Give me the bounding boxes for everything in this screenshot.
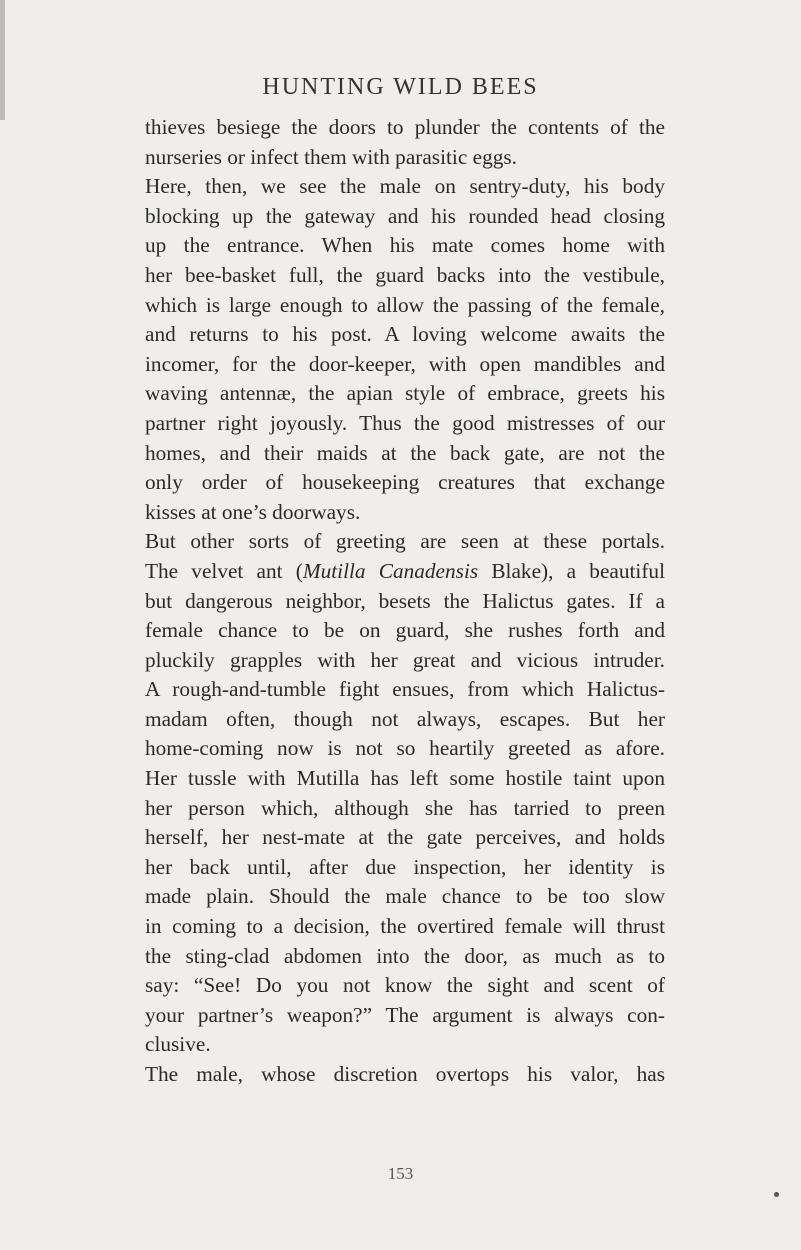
text-line: nurseries or infect them with parasitic eggs. <box>145 144 517 169</box>
page-number: 153 <box>387 1164 414 1183</box>
ink-speck <box>774 1192 779 1197</box>
text-line: say: “See! Do you not know the sight and scent of <box>145 973 665 998</box>
body-text <box>145 113 665 1090</box>
text-line: home-coming now is not so heartily greeted as afore. <box>145 736 665 761</box>
running-head: HUNTING WILD BEES <box>262 74 539 100</box>
text-line: waving antennæ, the apian style of embrace, greets his <box>145 381 665 406</box>
text-line: clusive. <box>145 1032 211 1057</box>
text-line: female chance to be on guard, she rushes forth and <box>145 618 665 643</box>
text-line: madam often, though not always, escapes. But her <box>145 706 665 731</box>
text-line: her bee-basket full, the guard backs into the vestibule, <box>145 262 665 287</box>
page-edge-shadow <box>0 0 5 120</box>
text-line: But other sorts of greeting are seen at these portals. <box>145 529 665 554</box>
text-line: homes, and their maids at the back gate, are not the <box>145 440 665 465</box>
text-line: up the entrance. When his mate comes home with <box>145 233 665 258</box>
text-line: your partner’s weapon?” The argument is always con- <box>145 1002 665 1027</box>
text-line: and returns to his post. A loving welcome awaits the <box>145 322 665 347</box>
text-line: Her tussle with Mutilla has left some hostile taint upon <box>145 766 665 791</box>
species-name: Mutilla Canadensis <box>302 558 479 583</box>
text-line: pluckily grapples with her great and vicious intruder. <box>145 647 665 672</box>
text-line: kisses at one’s doorways. <box>145 499 361 524</box>
text-line: herself, her nest-mate at the gate perceives, and holds <box>145 825 665 850</box>
text-line: The velvet ant (Mutilla Canadensis Blake), a beautiful <box>145 558 665 583</box>
text-line: the sting-clad abdomen into the door, as much as to <box>145 943 665 968</box>
text-line: only order of housekeeping creatures that exchange <box>145 470 665 495</box>
text-line: but dangerous neighbor, besets the Halictus gates. If a <box>145 588 665 613</box>
text-line: Here, then, we see the male on sentry-duty, his body <box>145 174 665 199</box>
text-line: The male, whose discretion overtops his valor, has <box>145 1062 665 1086</box>
text-line: in coming to a decision, the overtired female will thrust <box>145 914 665 939</box>
text-line: thieves besiege the doors to plunder the contents of the <box>145 115 665 139</box>
text-line: partner right joyously. Thus the good mistresses of our <box>145 410 665 435</box>
text-line: her back until, after due inspection, her identity is <box>145 854 665 879</box>
text-line: blocking up the gateway and his rounded head closing <box>145 203 665 228</box>
text-line: A rough-and-tumble fight ensues, from which Halictus- <box>145 677 665 702</box>
text-line: made plain. Should the male chance to be too slow <box>145 884 665 909</box>
text-line: which is large enough to allow the passing of the female, <box>145 292 665 317</box>
text-line: incomer, for the door-keeper, with open mandibles and <box>145 351 665 376</box>
text-line: her person which, although she has tarried to preen <box>145 795 665 820</box>
